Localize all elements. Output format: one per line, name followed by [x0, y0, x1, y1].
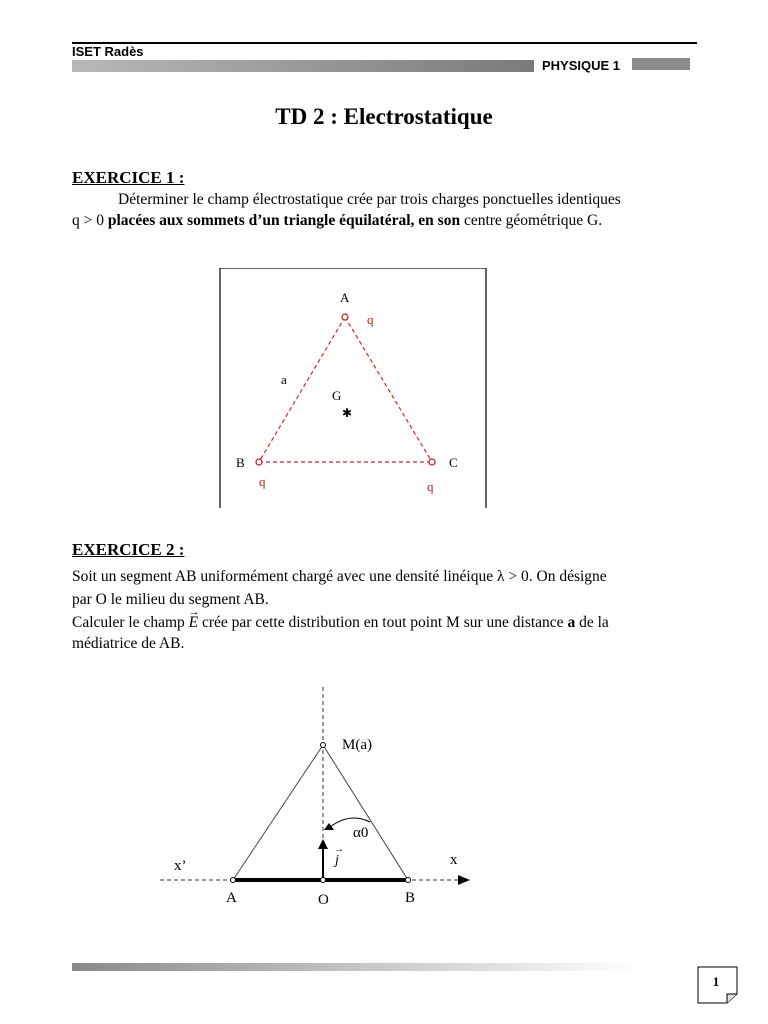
- point-a: [231, 878, 236, 883]
- charge-a: q: [367, 312, 374, 327]
- exercise2-line3-b: crée par cette distribution en tout point M sur une distance: [198, 614, 568, 631]
- exercise1-line2-c: centre géométrique G.: [460, 212, 603, 229]
- vertex-b-point: [256, 459, 262, 465]
- exercise1-line2: [72, 210, 702, 231]
- point-m: [321, 743, 326, 748]
- school-name: ISET Radès: [72, 44, 144, 59]
- edge-ac: [345, 317, 432, 462]
- header-top-rule: [72, 42, 697, 44]
- exercise1-statement: [72, 189, 702, 231]
- header-gray-block: [632, 58, 690, 70]
- j-arrow-icon: →: [334, 844, 344, 855]
- exercise2-line2: par O le milieu du segment AB.: [72, 591, 269, 608]
- field-vector: [188, 606, 200, 631]
- header-gray-bar: [72, 60, 534, 72]
- line-ma: [233, 745, 323, 880]
- exercise1-line2-b: placées aux sommets d’un triangle équilatéral, en son: [107, 212, 461, 229]
- vertex-c-point: [429, 459, 435, 465]
- exercise2-line3: [72, 606, 702, 633]
- label-point-o: O: [318, 892, 329, 908]
- exercise1-line2-a: q > 0: [72, 212, 108, 229]
- label-point-b: B: [405, 890, 416, 906]
- exercise2-line3-a: Calculer le champ: [72, 614, 189, 631]
- exercise1-line1: Déterminer le champ électrostatique crée par trois charges ponctuelles identiques: [118, 191, 621, 208]
- charge-c: q: [427, 479, 434, 494]
- course-name: PHYSIQUE 1: [542, 58, 621, 73]
- triangle-figure: [219, 268, 487, 508]
- exercise2-line3-c: de la: [575, 614, 609, 631]
- label-a: A: [340, 290, 350, 305]
- field-symbol: E: [188, 614, 199, 631]
- label-b: B: [236, 455, 245, 470]
- label-side-a: a: [281, 372, 287, 387]
- point-o: [321, 878, 326, 883]
- angle-arrow-icon: [324, 823, 334, 830]
- exercise2-line4: médiatrice de AB.: [72, 635, 185, 652]
- label-c: C: [449, 455, 458, 470]
- label-m: M(a): [342, 737, 372, 753]
- vertex-a-point: [342, 314, 348, 320]
- exercise2-heading: EXERCICE 2 :: [72, 540, 185, 559]
- charge-b: q: [259, 474, 266, 489]
- page-title: TD 2 : Electrostatique: [275, 104, 493, 129]
- exercise1-heading: EXERCICE 1 :: [72, 168, 185, 187]
- label-j: j: [335, 853, 339, 868]
- segment-figure: [160, 682, 490, 912]
- unit-vector-arrow-icon: [318, 839, 328, 849]
- label-x-prime: x’: [174, 858, 187, 874]
- vector-arrow-icon: →: [188, 606, 200, 618]
- label-alpha: α0: [353, 825, 369, 841]
- label-point-a: A: [226, 890, 237, 906]
- label-x: x: [450, 852, 458, 868]
- label-g: G: [332, 388, 342, 403]
- page-number: 1: [712, 974, 720, 989]
- triangle-edges: [259, 317, 432, 462]
- point-b: [406, 878, 411, 883]
- footer-gradient-bar: [72, 963, 640, 971]
- exercise2-line3-bold: a: [567, 614, 576, 631]
- center-mark-icon: ✱: [342, 406, 353, 420]
- x-axis-arrow-icon: [458, 875, 470, 885]
- exercise2-statement: [72, 566, 702, 654]
- exercise2-line1: Soit un segment AB uniformément chargé avec une densité linéique λ > 0. On désigne: [72, 568, 607, 585]
